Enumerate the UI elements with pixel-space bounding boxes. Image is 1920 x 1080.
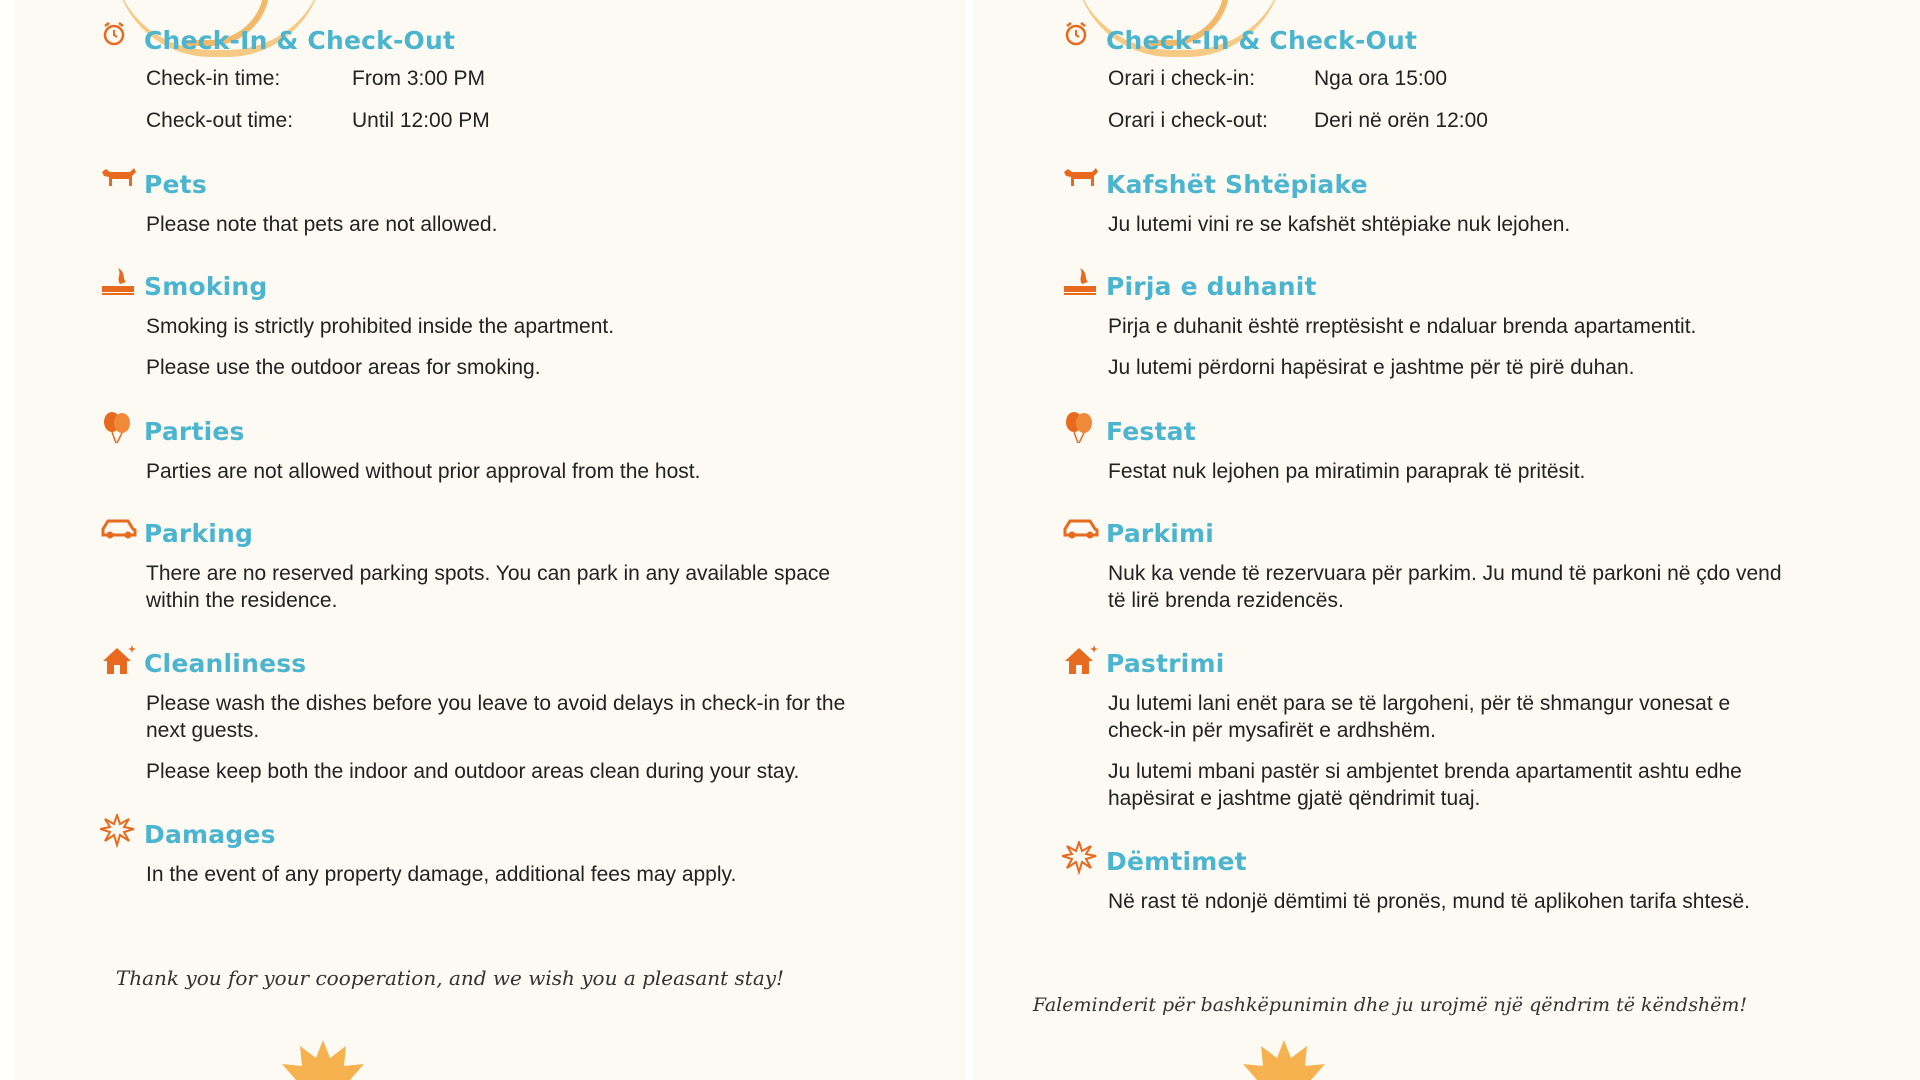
- section-parking: [100, 517, 960, 614]
- section-checkin: [100, 24, 960, 134]
- car-icon: [100, 513, 138, 547]
- section-title: Dëmtimet: [1106, 847, 1247, 876]
- parking-text: There are no reserved parking spots. You can park in any available space within the residence.: [146, 562, 831, 612]
- checkout-value: Until 12:00 PM: [352, 109, 490, 132]
- section-title: Check-In & Check-Out: [144, 26, 456, 55]
- section-parking: [1062, 517, 1920, 614]
- parties-text: Parties are not allowed without prior approval from the host.: [146, 460, 701, 483]
- checkin-label: Orari i check-in:: [1108, 67, 1256, 90]
- explosion-icon: [100, 814, 138, 848]
- house-rules-albanian-page: [974, 0, 1920, 1080]
- pets-text: Please note that pets are not allowed.: [146, 213, 498, 236]
- section-title: Smoking: [144, 272, 268, 301]
- section-title: Parkimi: [1106, 519, 1215, 548]
- damages-text: In the event of any property damage, additional fees may apply.: [146, 863, 737, 886]
- cleanliness-text-2: Ju lutemi mbani pastër si ambjentet brenda apartamentit ashtu edhe hapësirat e jashtme gjatë qëndrimit tuaj.: [1108, 760, 1742, 810]
- section-smoking: [100, 270, 960, 381]
- section-title: Pets: [144, 170, 207, 199]
- section-title: Kafshët Shtëpiake: [1106, 170, 1368, 199]
- section-title: Pirja e duhanit: [1106, 272, 1317, 301]
- section-title: Damages: [144, 820, 276, 849]
- section-pets: [1062, 168, 1920, 238]
- section-title: Pastrimi: [1106, 649, 1225, 678]
- alarm-clock-icon: [1062, 20, 1100, 54]
- section-cleanliness: [100, 647, 960, 785]
- parties-text: Festat nuk lejohen pa miratimin paraprak të pritësit.: [1108, 460, 1586, 483]
- checkout-value: Deri në orën 12:00: [1314, 109, 1488, 132]
- sun-decoration-icon: [268, 1030, 378, 1080]
- smoking-text-2: Ju lutemi përdorni hapësirat e jashtme për të pirë duhan.: [1108, 356, 1635, 379]
- checkin-value: From 3:00 PM: [352, 67, 486, 90]
- smoking-text-1: Smoking is strictly prohibited inside the apartment.: [146, 315, 615, 338]
- section-title: Check-In & Check-Out: [1106, 26, 1418, 55]
- balloons-icon: [100, 411, 138, 445]
- section-title: Festat: [1106, 417, 1196, 446]
- section-parties: [100, 415, 960, 485]
- car-icon: [1062, 513, 1100, 547]
- clean-house-icon: [1062, 643, 1100, 677]
- section-title: Parking: [144, 519, 254, 548]
- balloons-icon: [1062, 411, 1100, 445]
- smoking-text-2: Please use the outdoor areas for smoking.: [146, 356, 541, 379]
- cleanliness-text-2: Please keep both the indoor and outdoor areas clean during your stay.: [146, 760, 800, 783]
- checkout-label: Check-out time:: [146, 109, 294, 132]
- damages-text: Në rast të ndonjë dëmtimi të pronës, mund të aplikohen tarifa shtesë.: [1108, 890, 1751, 913]
- section-parties: [1062, 415, 1920, 485]
- dog-icon: [100, 164, 138, 198]
- alarm-clock-icon: [100, 20, 138, 54]
- thank-you-note: Faleminderit për bashkëpunimin dhe ju urojmë një qëndrim të këndshëm!: [1032, 994, 1748, 1016]
- section-cleanliness: [1062, 647, 1920, 812]
- pets-text: Ju lutemi vini re se kafshët shtëpiake nuk lejohen.: [1108, 213, 1571, 236]
- section-damages: [100, 818, 960, 888]
- section-title: Cleanliness: [144, 649, 307, 678]
- smoking-text-1: Pirja e duhanit është rreptësisht e ndaluar brenda apartamentit.: [1108, 315, 1697, 338]
- cigarette-icon: [1062, 266, 1100, 300]
- explosion-icon: [1062, 841, 1100, 875]
- cleanliness-text-1: Ju lutemi lani enët para se të largoheni, për të shmangur vonesat e check-in për mysafirët e ardhshëm.: [1108, 692, 1731, 742]
- section-title: Parties: [144, 417, 245, 446]
- clean-house-icon: [100, 643, 138, 677]
- house-rules-english-page: [14, 0, 966, 1080]
- thank-you-note: Thank you for your cooperation, and we wish you a pleasant stay!: [115, 966, 785, 990]
- parking-text: Nuk ka vende të rezervuara për parkim. Ju mund të parkoni në çdo vend të lirë brenda rezidencës.: [1108, 562, 1782, 612]
- checkout-label: Orari i check-out:: [1108, 109, 1268, 132]
- sun-decoration-icon: [1229, 1030, 1339, 1080]
- section-damages: [1062, 845, 1920, 915]
- dog-icon: [1062, 164, 1100, 198]
- section-checkin: [1062, 24, 1920, 134]
- checkin-label: Check-in time:: [146, 67, 281, 90]
- section-smoking: [1062, 270, 1920, 381]
- checkin-value: Nga ora 15:00: [1314, 67, 1448, 90]
- section-pets: [100, 168, 960, 238]
- cleanliness-text-1: Please wash the dishes before you leave to avoid delays in check-in for the next guests.: [146, 692, 846, 742]
- cigarette-icon: [100, 266, 138, 300]
